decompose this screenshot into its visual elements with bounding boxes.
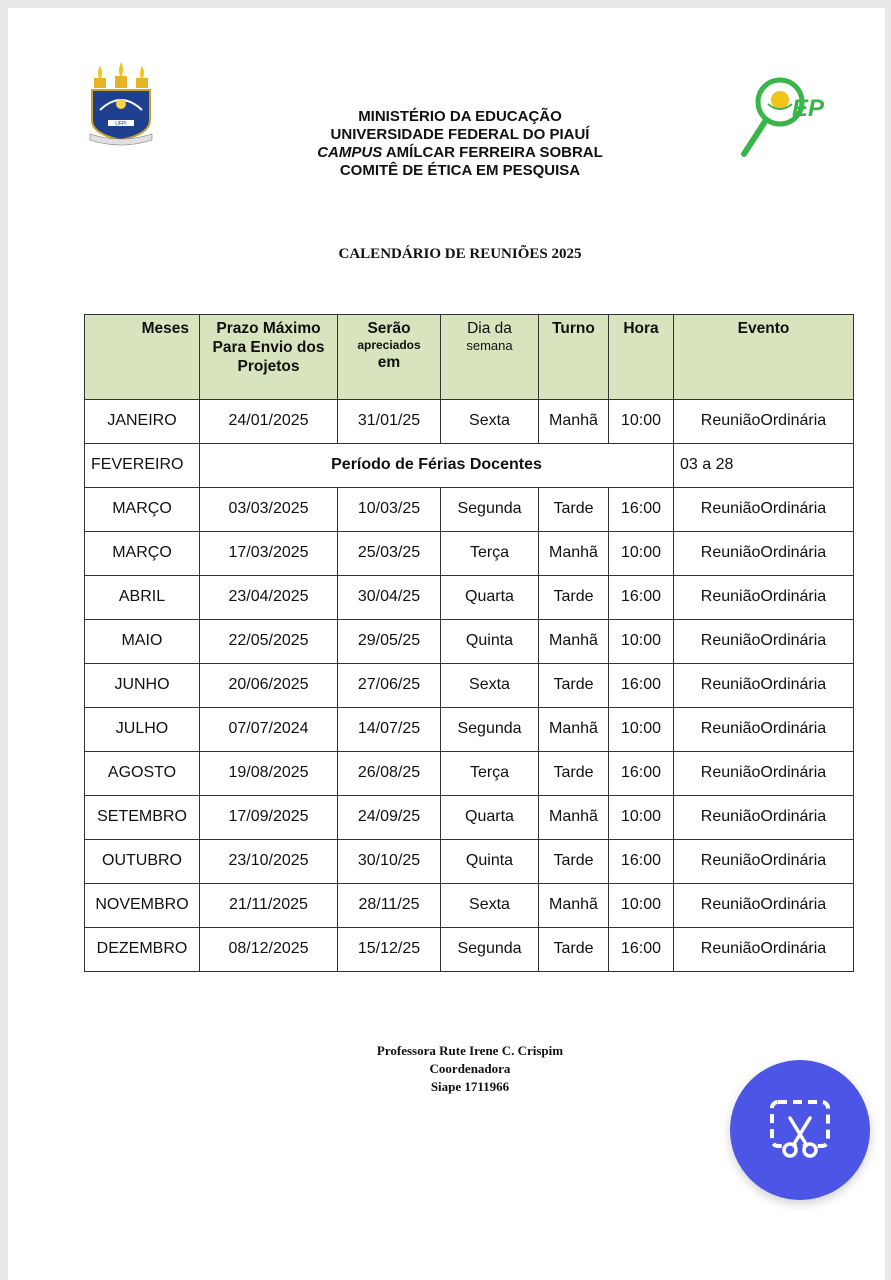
cell-dia: Segunda <box>441 708 539 752</box>
cell-dia: Quinta <box>441 620 539 664</box>
cell-dia: Segunda <box>441 488 539 532</box>
cell-prazo: 07/07/2024 <box>200 708 338 752</box>
cell-data: 25/03/25 <box>338 532 441 576</box>
col-header-prazo: Prazo Máximo Para Envio dos Projetos <box>200 315 338 400</box>
cell-evento: ReuniãoOrdinária <box>674 400 854 444</box>
cell-prazo: 23/04/2025 <box>200 576 338 620</box>
cell-hora: 16:00 <box>609 928 674 972</box>
cell-dia: Segunda <box>441 928 539 972</box>
cell-turno: Tarde <box>539 664 609 708</box>
col-header-meses: Meses <box>85 315 200 400</box>
cell-evento: ReuniãoOrdinária <box>674 840 854 884</box>
cell-hora: 10:00 <box>609 884 674 928</box>
cell-evento: ReuniãoOrdinária <box>674 488 854 532</box>
cell-hora: 16:00 <box>609 840 674 884</box>
cell-turno: Manhã <box>539 796 609 840</box>
cell-data: 30/04/25 <box>338 576 441 620</box>
header-line-university: UNIVERSIDADE FEDERAL DO PIAUÍ <box>330 126 590 143</box>
svg-text:EP: EP <box>791 95 825 122</box>
cell-hora: 16:00 <box>609 752 674 796</box>
signature-siape: Siape 1711966 <box>430 1079 510 1094</box>
cell-mes: JUNHO <box>85 664 200 708</box>
institution-header <box>250 108 670 180</box>
cell-turno: Manhã <box>539 532 609 576</box>
cell-evento: ReuniãoOrdinária <box>674 576 854 620</box>
ufpi-logo <box>86 58 156 148</box>
cell-data: 15/12/25 <box>338 928 441 972</box>
cell-hora: 10:00 <box>609 796 674 840</box>
cell-turno: Manhã <box>539 708 609 752</box>
col-header-turno: Turno <box>539 315 609 400</box>
cell-hora: 10:00 <box>609 532 674 576</box>
cell-hora: 16:00 <box>609 488 674 532</box>
cell-evento: ReuniãoOrdinária <box>674 532 854 576</box>
cell-data: 14/07/25 <box>338 708 441 752</box>
cell-mes: MARÇO <box>85 488 200 532</box>
cell-prazo: 08/12/2025 <box>200 928 338 972</box>
cell-evento: ReuniãoOrdinária <box>674 620 854 664</box>
cell-turno: Manhã <box>539 400 609 444</box>
table-row <box>85 840 854 884</box>
cell-data: 30/10/25 <box>338 840 441 884</box>
cell-dia: Quarta <box>441 796 539 840</box>
col-header-hora: Hora <box>609 315 674 400</box>
cell-mes: DEZEMBRO <box>85 928 200 972</box>
signature-role: Coordenadora <box>429 1061 511 1076</box>
cell-prazo: 21/11/2025 <box>200 884 338 928</box>
col-header-serao: Serão apreciados em <box>338 315 441 400</box>
cell-prazo: 03/03/2025 <box>200 488 338 532</box>
table-row <box>85 752 854 796</box>
signature-block <box>310 1042 630 1096</box>
cell-dia: Quinta <box>441 840 539 884</box>
cell-evento: ReuniãoOrdinária <box>674 664 854 708</box>
cell-turno: Tarde <box>539 576 609 620</box>
table-row <box>85 708 854 752</box>
table-row <box>85 576 854 620</box>
cell-mes: AGOSTO <box>85 752 200 796</box>
table-row <box>85 664 854 708</box>
cell-prazo: 23/10/2025 <box>200 840 338 884</box>
table-row <box>85 488 854 532</box>
header-line-campus: CAMPUS AMÍLCAR FERREIRA SOBRAL <box>317 144 603 161</box>
cell-dia: Terça <box>441 532 539 576</box>
cell-mes: FEVEREIRO <box>85 444 200 488</box>
header-line-ministry: MINISTÉRIO DA EDUCAÇÃO <box>358 108 562 125</box>
cell-mes: SETEMBRO <box>85 796 200 840</box>
cell-dia: Sexta <box>441 400 539 444</box>
signature-name: Professora Rute Irene C. Crispim <box>376 1043 564 1058</box>
cell-dia: Quarta <box>441 576 539 620</box>
cell-data: 10/03/25 <box>338 488 441 532</box>
col-header-dia: Dia da semana <box>441 315 539 400</box>
table-row <box>85 796 854 840</box>
screenshot-tool-button[interactable] <box>730 1060 870 1200</box>
cell-prazo: 22/05/2025 <box>200 620 338 664</box>
cell-turno: Tarde <box>539 752 609 796</box>
table-row <box>85 400 854 444</box>
table-row <box>85 532 854 576</box>
cell-mes: JANEIRO <box>85 400 200 444</box>
cell-evento: 03 a 28 <box>674 444 854 488</box>
cell-dia: Sexta <box>441 884 539 928</box>
cell-evento: ReuniãoOrdinária <box>674 796 854 840</box>
cell-prazo: 20/06/2025 <box>200 664 338 708</box>
table-row <box>85 928 854 972</box>
table-row <box>85 884 854 928</box>
cell-mes: JULHO <box>85 708 200 752</box>
table-body <box>85 400 854 972</box>
calendar-title: CALENDÁRIO DE REUNIÕES 2025 <box>338 246 582 262</box>
cell-hora: 10:00 <box>609 620 674 664</box>
cell-data: 29/05/25 <box>338 620 441 664</box>
cell-turno: Manhã <box>539 620 609 664</box>
cell-mes: MARÇO <box>85 532 200 576</box>
cell-turno: Tarde <box>539 928 609 972</box>
cell-prazo: 24/01/2025 <box>200 400 338 444</box>
cell-dia: Terça <box>441 752 539 796</box>
cell-dia: Sexta <box>441 664 539 708</box>
cep-logo <box>738 68 834 160</box>
cell-evento: ReuniãoOrdinária <box>674 884 854 928</box>
screenshot-scissors-icon <box>768 1098 832 1162</box>
svg-text:UFPI: UFPI <box>115 121 127 127</box>
cell-mes: ABRIL <box>85 576 200 620</box>
cell-data: 28/11/25 <box>338 884 441 928</box>
cell-evento: ReuniãoOrdinária <box>674 928 854 972</box>
cell-prazo: 17/03/2025 <box>200 532 338 576</box>
header-line-committee: COMITÊ DE ÉTICA EM PESQUISA <box>339 162 581 179</box>
cell-data: 24/09/25 <box>338 796 441 840</box>
cell-data: 26/08/25 <box>338 752 441 796</box>
cell-data: 31/01/25 <box>338 400 441 444</box>
table-row <box>85 620 854 664</box>
cell-data: 27/06/25 <box>338 664 441 708</box>
table-header-row <box>85 315 854 400</box>
cell-evento: ReuniãoOrdinária <box>674 708 854 752</box>
cell-hora: 10:00 <box>609 708 674 752</box>
cell-turno: Manhã <box>539 884 609 928</box>
cell-prazo: 19/08/2025 <box>200 752 338 796</box>
cell-hora: 16:00 <box>609 576 674 620</box>
cell-mes: NOVEMBRO <box>85 884 200 928</box>
table-row-fevereiro <box>85 444 854 488</box>
cell-hora: 16:00 <box>609 664 674 708</box>
col-header-evento: Evento <box>674 315 854 400</box>
cell-mes: OUTUBRO <box>85 840 200 884</box>
cell-hora: 10:00 <box>609 400 674 444</box>
cell-turno: Tarde <box>539 488 609 532</box>
cell-prazo: 17/09/2025 <box>200 796 338 840</box>
cell-turno: Tarde <box>539 840 609 884</box>
cell-mes: MAIO <box>85 620 200 664</box>
cell-periodo-ferias: Período de Férias Docentes <box>200 444 674 488</box>
cell-evento: ReuniãoOrdinária <box>674 752 854 796</box>
meetings-table <box>84 314 854 972</box>
